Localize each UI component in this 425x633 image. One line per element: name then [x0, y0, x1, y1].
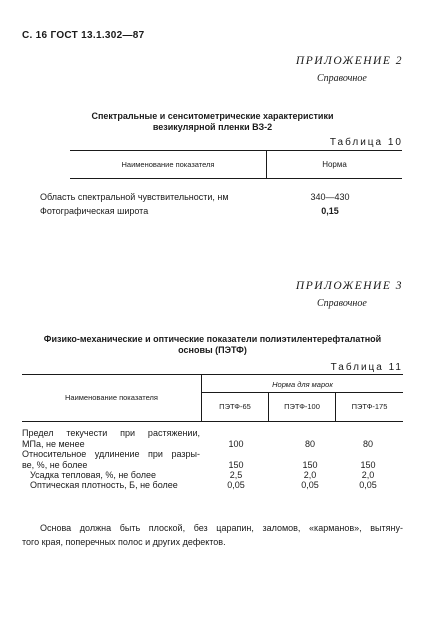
- appendix-2-subtitle: Справочное: [317, 73, 367, 84]
- table-11-row-4-val-2: 0,05: [301, 480, 319, 490]
- page-header: С. 16 ГОСТ 13.1.302—87: [22, 30, 145, 41]
- table-11-row-1-val-3: 80: [362, 439, 373, 449]
- table-11-row-1-val-2: 80: [304, 439, 315, 449]
- table-11-group-rule: [202, 392, 403, 393]
- table-11-number: Таблица 11: [330, 362, 403, 373]
- table-11-row-3-val-3: 2,0: [361, 470, 375, 480]
- appendix-2-title: ПРИЛОЖЕНИЕ 2: [295, 55, 403, 67]
- table-11-col-petf100: ПЭТФ-100: [284, 402, 320, 411]
- table-11-row-1-val-1: 100: [228, 439, 244, 449]
- table-11-col-name: Наименование показателя: [65, 393, 158, 402]
- table-11-row-4-name: Оптическая плотность, Б, не более: [30, 480, 178, 490]
- table-10-row-2-name: Фотографическая широта: [40, 206, 149, 216]
- table-10-row-2-value: 0,15: [321, 206, 339, 216]
- table-11-header-rule: [22, 421, 403, 422]
- table-11-caption-line2: основы (ПЭТФ): [178, 345, 247, 355]
- note-paragraph: [22, 521, 403, 549]
- table-11-caption-line1: Физико-механические и оптические показатели полиэтилентерефталатной: [43, 334, 382, 344]
- table-11-row-2-val-2: 150: [302, 460, 318, 470]
- table-10-top-rule: [70, 150, 402, 151]
- table-10-col-norm: Норма: [322, 160, 347, 169]
- table-10-caption: [40, 111, 385, 133]
- table-11-row-3-name: Усадка тепловая, %, не более: [30, 470, 157, 480]
- table-11-row-3-val-1: 2,5: [229, 470, 243, 480]
- table-11-row-1-name-line2: МПа, не менее: [22, 439, 85, 449]
- table-11-caption: [20, 334, 405, 356]
- table-11-row-2-name-line2: ве, %, не более: [22, 460, 88, 470]
- appendix-3-subtitle: Справочное: [317, 298, 367, 309]
- table-11-row-2-name-line1: Относительное удлинение при разры-: [22, 449, 200, 459]
- note-line1: Основа должна быть плоской, без царапин, заломов, «карманов», вытяну-: [40, 523, 403, 533]
- table-10-number: Таблица 10: [329, 137, 403, 148]
- table-10-caption-line1: Спектральные и сенситометрические характеристики: [91, 111, 334, 121]
- table-11-top-rule: [22, 374, 403, 375]
- table-11-row-3-val-2: 2,0: [303, 470, 317, 480]
- table-10-row-1-value: 340—430: [310, 192, 350, 202]
- table-10-caption-line2: везикулярной пленки ВЗ-2: [152, 122, 273, 132]
- table-10-header-rule: [70, 178, 402, 179]
- table-11-row-4-val-1: 0,05: [227, 480, 245, 490]
- table-11-row-2-val-1: 150: [228, 460, 244, 470]
- table-11-row-2-val-3: 150: [360, 460, 376, 470]
- table-11-row-1-name-line1: Предел текучести при растяжении,: [22, 428, 200, 438]
- table-11-col-group: Норма для марок: [272, 380, 333, 389]
- table-11-row-4-val-3: 0,05: [359, 480, 377, 490]
- table-11-col-petf175: ПЭТФ-175: [351, 402, 388, 411]
- appendix-3-title: ПРИЛОЖЕНИЕ 3: [295, 280, 403, 292]
- table-10-col-name: Наименование показателя: [121, 160, 215, 169]
- note-line2: того края, поперечных полос и других дефектов.: [22, 537, 226, 547]
- table-10-row-1-name: Область спектральной чувствительности, нм: [40, 192, 229, 202]
- table-11-col-petf65: ПЭТФ-65: [219, 402, 251, 411]
